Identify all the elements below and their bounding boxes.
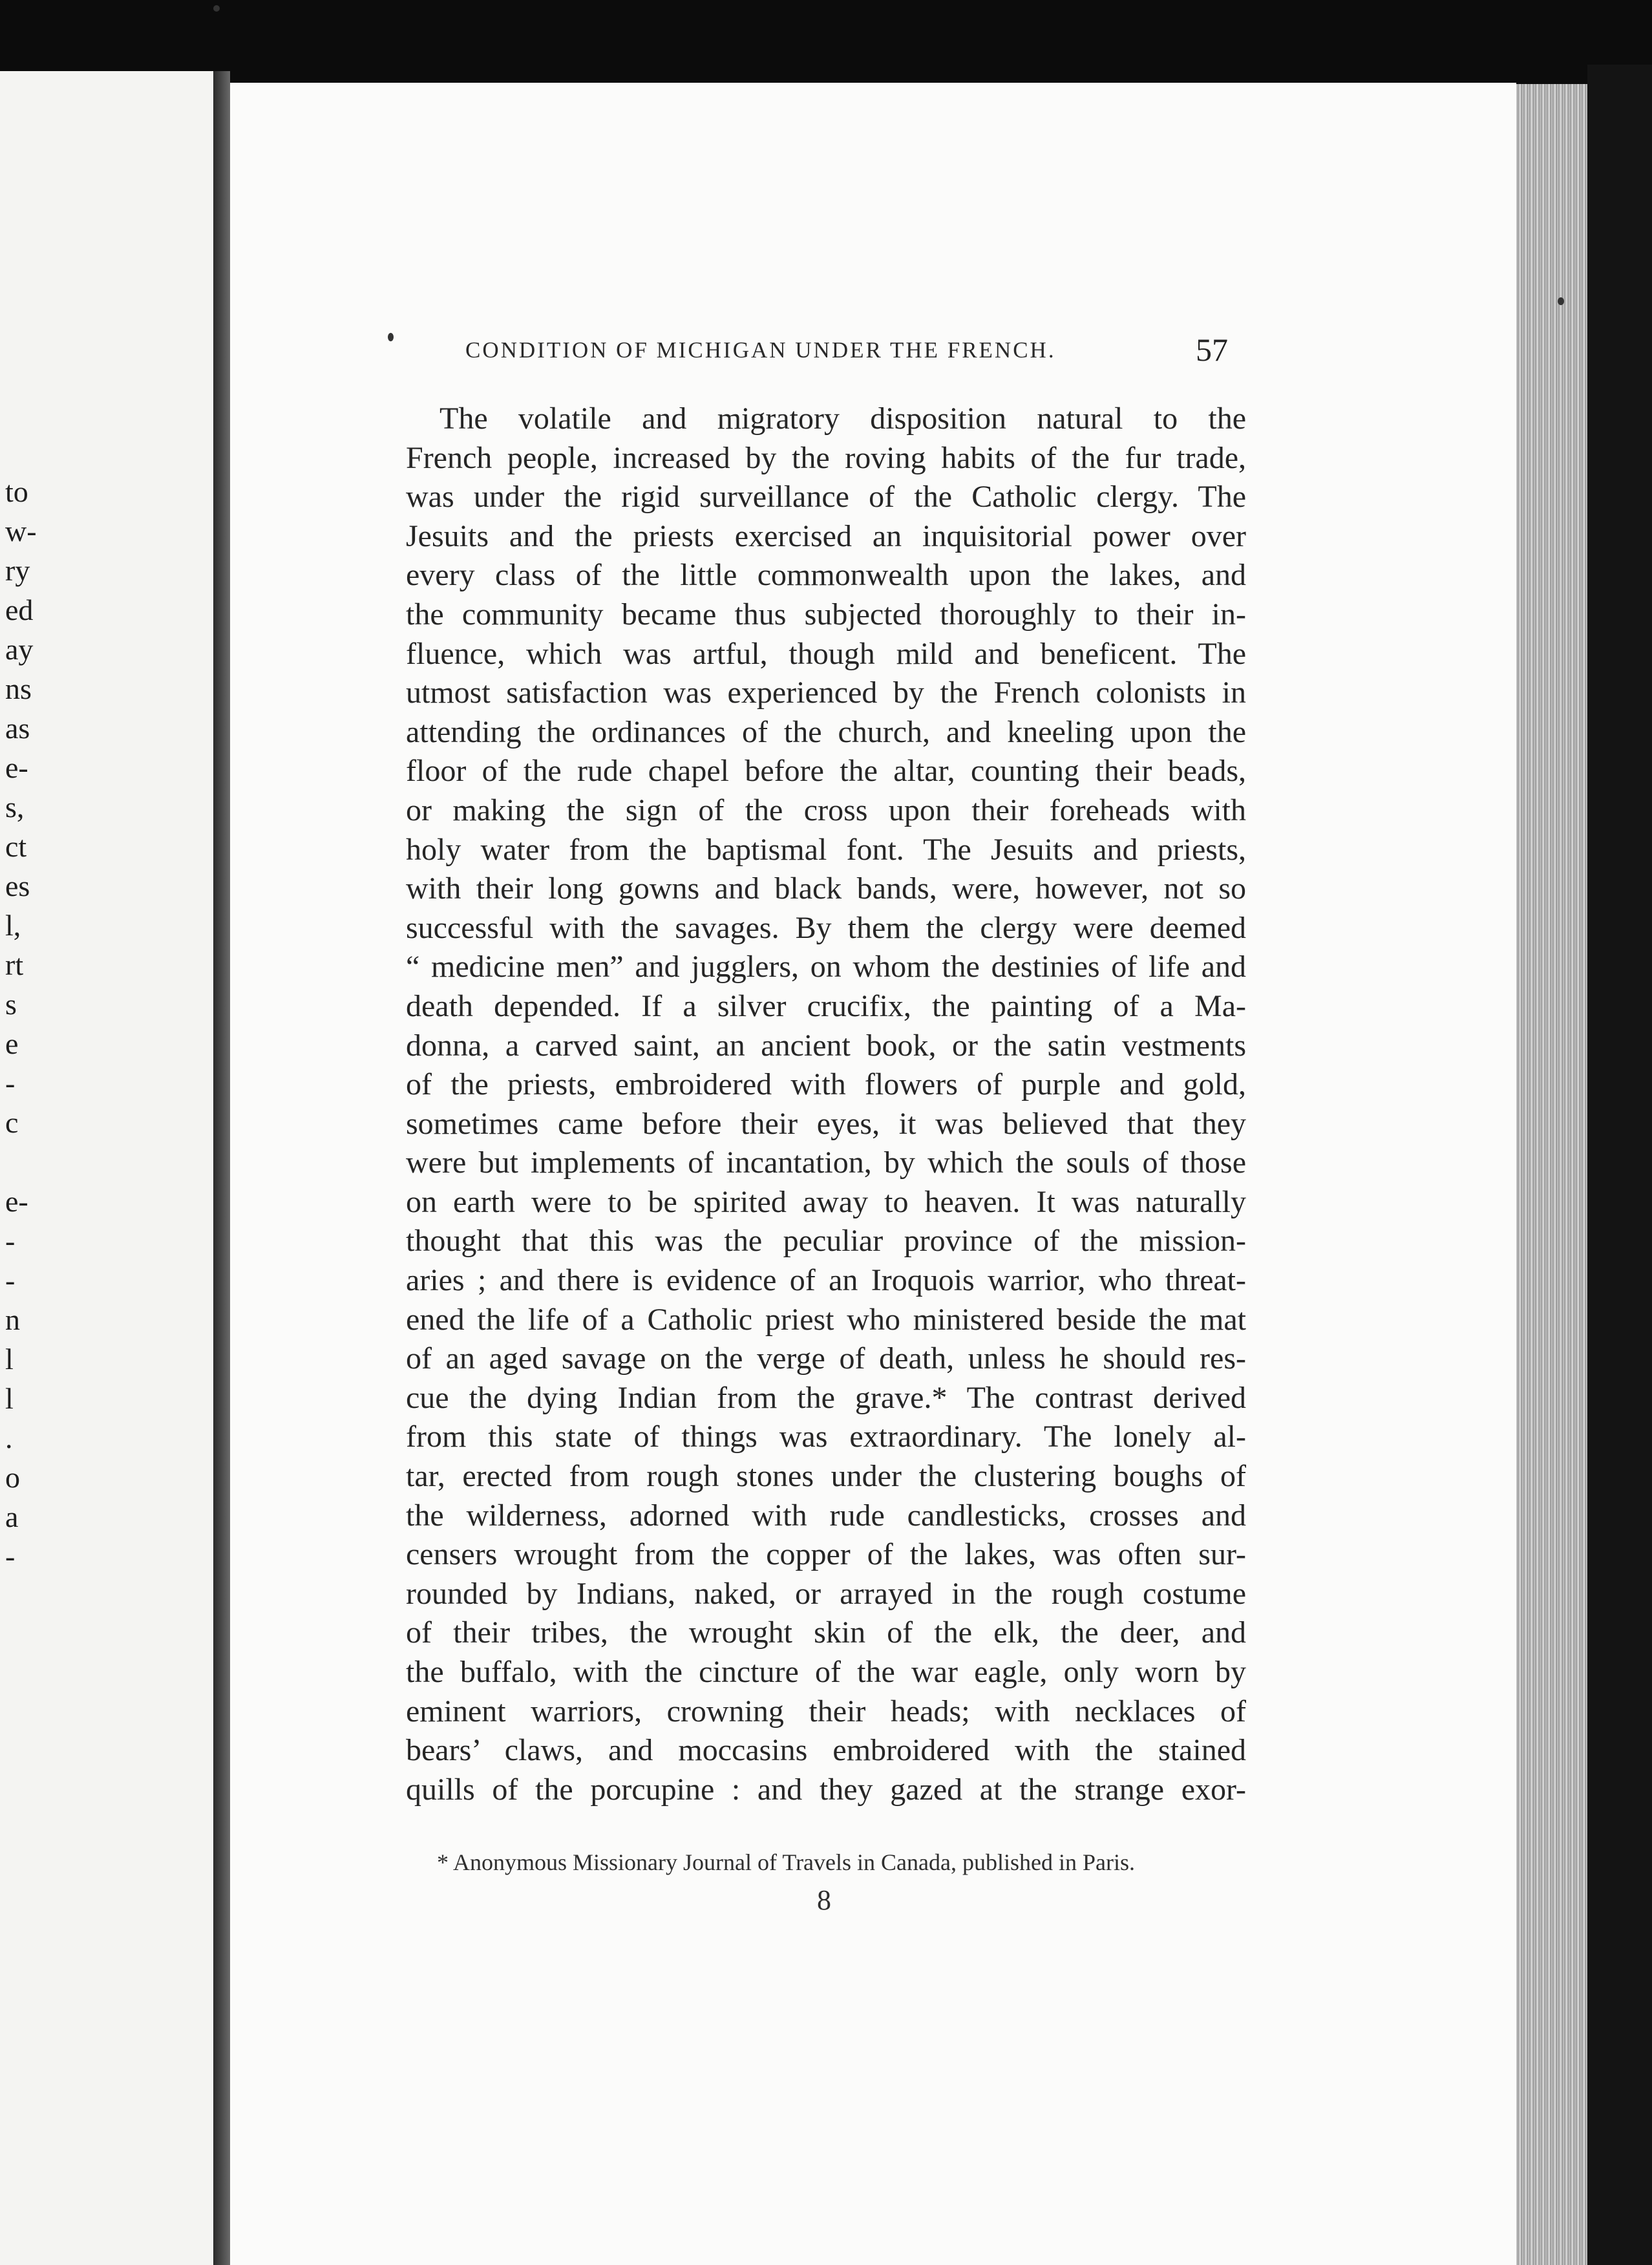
text-line: utmost satisfaction was experienced by the French colonists in (406, 675, 1246, 710)
page-number: 57 (1196, 332, 1228, 368)
facing-page-fragment: - (5, 1067, 16, 1100)
facing-page-fragment: ay (5, 633, 34, 666)
text-line: with their long gowns and black bands, were, however, not so (406, 871, 1246, 906)
facing-page-fragment: - (5, 1224, 16, 1257)
text-line: eminent warriors, crowning their heads; with necklaces of (406, 1694, 1246, 1728)
text-line: quills of the porcupine : and they gazed at the strange exor- (406, 1772, 1246, 1807)
facing-page-fragment: o (5, 1461, 20, 1494)
text-line: Jesuits and the priests exercised an inquisitorial power over (406, 518, 1246, 553)
text-line: censers wrought from the copper of the lakes, was often sur- (406, 1537, 1246, 1572)
facing-page-fragment: l (5, 1343, 14, 1376)
scan-speck (213, 5, 220, 12)
facing-page-fragment: ns (5, 672, 32, 705)
text-line: the community became thus subjected thoroughly to their in- (406, 597, 1246, 632)
running-head: CONDITION OF MICHIGAN UNDER THE FRENCH. (465, 337, 1056, 363)
facing-page-fragment: ct (5, 830, 27, 863)
body-text (406, 399, 1246, 1809)
text-line: on earth were to be spirited away to heaven. It was naturally (406, 1184, 1246, 1219)
text-line: bears’ claws, and moccasins embroidered with the stained (406, 1733, 1246, 1768)
facing-page-fragment: n (5, 1303, 20, 1336)
page-edge-stack (1516, 84, 1587, 2265)
text-line: of their tribes, the wrought skin of the elk, the deer, and (406, 1615, 1246, 1650)
facing-page-fragment: l (5, 1382, 14, 1415)
facing-page-fragment: es (5, 869, 30, 902)
facing-page-fragment: ed (5, 593, 34, 626)
text-line: of the priests, embroidered with flowers of purple and gold, (406, 1067, 1246, 1102)
text-line: sometimes came before their eyes, it was believed that they (406, 1106, 1246, 1141)
text-line: holy water from the baptismal font. The Jesuits and priests, (406, 832, 1246, 867)
text-line: The volatile and migratory disposition natural to the (439, 401, 1246, 436)
text-line: every class of the little commonwealth upon the lakes, and (406, 558, 1246, 593)
facing-page-fragment: - (5, 1540, 16, 1573)
text-line: from this state of things was extraordinary. The lonely al- (406, 1420, 1246, 1454)
scan-border-right (1587, 65, 1652, 2265)
text-line: aries ; and there is evidence of an Iroquois warrior, who threat- (406, 1263, 1246, 1298)
facing-page-fragment: as (5, 712, 30, 745)
facing-page-fragment: l, (5, 909, 21, 942)
facing-page-fragment (5, 1142, 37, 1182)
text-line: tar, erected from rough stones under the clustering boughs of (406, 1459, 1246, 1494)
text-line: French people, increased by the roving habits of the fur trade, (406, 440, 1246, 475)
facing-page (0, 71, 217, 2265)
text-line: or making the sign of the cross upon their foreheads with (406, 792, 1246, 827)
facing-page-fragment: ry (5, 554, 30, 587)
facing-page-fragment: a (5, 1500, 19, 1533)
facing-page-fragment: s, (5, 791, 25, 824)
signature-mark: 8 (817, 1884, 831, 1916)
text-line: successful with the savages. By them the clergy were deemed (406, 910, 1246, 945)
text-line: the buffalo, with the cincture of the war eagle, only worn by (406, 1655, 1246, 1689)
facing-page-fragment: to (5, 475, 28, 508)
text-line: floor of the rude chapel before the altar, counting their beads, (406, 754, 1246, 789)
text-line: “ medicine men” and jugglers, on whom the destinies of life and (406, 950, 1246, 984)
facing-page-fragment: s (5, 988, 17, 1021)
facing-page-text-fragments (5, 472, 37, 1576)
scan-speck (1558, 297, 1564, 305)
text-line: rounded by Indians, naked, or arrayed in the rough costume (406, 1576, 1246, 1611)
facing-page-fragment: c (5, 1106, 19, 1139)
text-line: the wilderness, adorned with rude candlesticks, crosses and (406, 1498, 1246, 1533)
footnote: * Anonymous Missionary Journal of Travels in Canada, published in Paris. (437, 1849, 1135, 1875)
text-line: attending the ordinances of the church, and kneeling upon the (406, 714, 1246, 749)
scan-speck (388, 333, 394, 341)
facing-page-fragment: rt (5, 948, 24, 981)
facing-page-fragment: e (5, 1027, 19, 1060)
text-line: was under the rigid surveillance of the Catholic clergy. The (406, 480, 1246, 515)
text-line: cue the dying Indian from the grave.* The contrast derived (406, 1380, 1246, 1415)
facing-page-fragment: w- (5, 515, 37, 548)
facing-page-fragment: . (5, 1421, 13, 1454)
text-line: death depended. If a silver crucifix, the painting of a Ma- (406, 988, 1246, 1023)
text-line: were but implements of incantation, by which the souls of those (406, 1145, 1246, 1180)
text-line: donna, a carved saint, an ancient book, or the satin vestments (406, 1028, 1246, 1063)
text-line: thought that this was the peculiar province of the mission- (406, 1224, 1246, 1259)
facing-page-fragment: e- (5, 1185, 28, 1218)
book-gutter (213, 71, 230, 2265)
facing-page-fragment: e- (5, 751, 28, 784)
text-line: fluence, which was artful, though mild and beneficent. The (406, 636, 1246, 671)
facing-page-fragment: - (5, 1264, 16, 1297)
text-line: ened the life of a Catholic priest who ministered beside the mat (406, 1302, 1246, 1337)
text-line: of an aged savage on the verge of death, unless he should res- (406, 1341, 1246, 1376)
